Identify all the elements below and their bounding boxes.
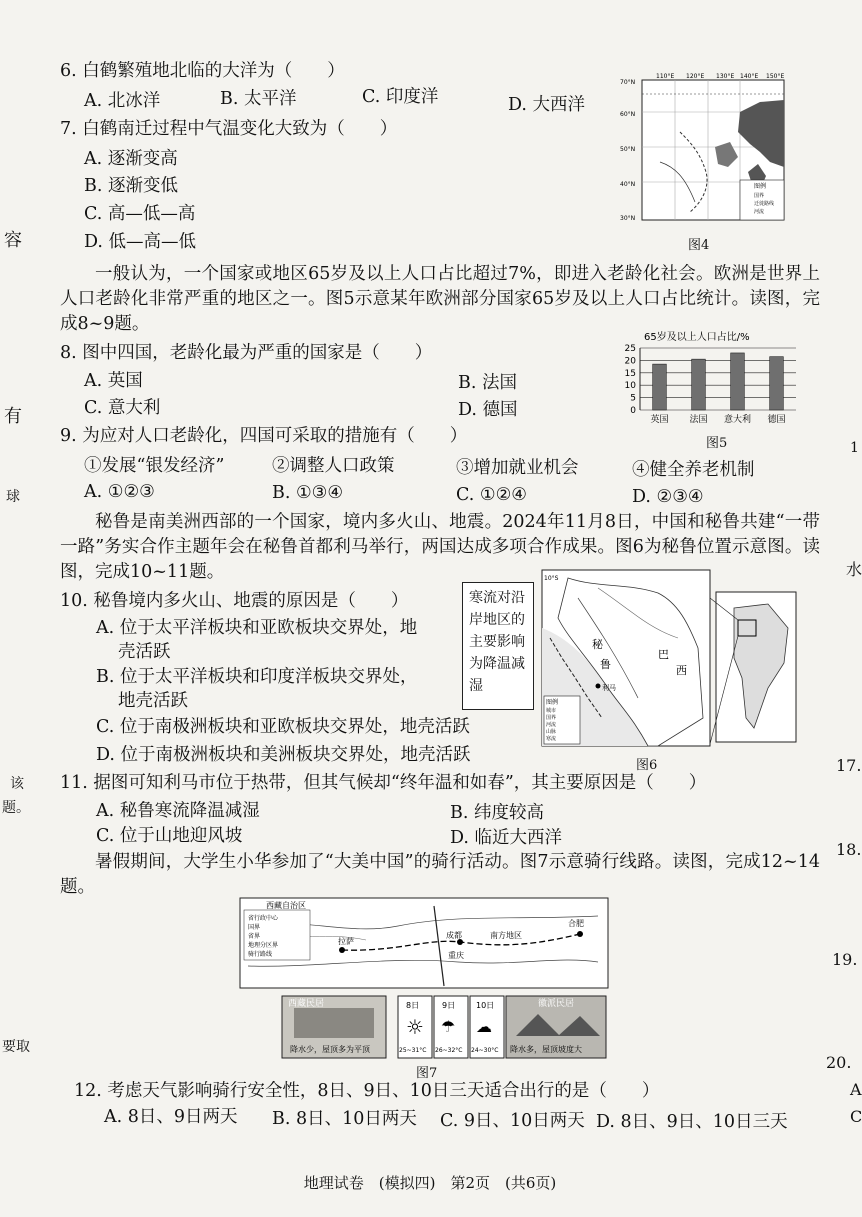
fig4-lat-label: 70°N (620, 79, 636, 86)
fig6-legend-item: 城市 (546, 708, 557, 714)
fig7-panel-left-note: 降水少，屋顶多为平顶 (290, 1045, 370, 1054)
fig7-temp: 24~30°C (471, 1047, 499, 1054)
chart-y-tick-label: 15 (624, 368, 636, 379)
q10-option-b-cont[interactable]: 地壳活跃 (118, 691, 188, 711)
figure-4-caption: 图4 (688, 238, 710, 253)
q9-item-3: ③增加就业机会 (456, 458, 579, 478)
q9-item-2: ②调整人口政策 (272, 456, 395, 476)
chart-y-tick-label: 5 (630, 393, 636, 404)
q6-option-a[interactable]: A. 北冰洋 (84, 91, 161, 111)
fig7-temp: 25~31°C (399, 1047, 427, 1054)
margin-fragment: 球 (6, 489, 20, 505)
q7-option-d[interactable]: D. 低—高—低 (84, 232, 197, 252)
chart-y-tick-label: 20 (624, 356, 636, 367)
fig4-lon-label: 120°E (686, 73, 705, 80)
figure-5-chart (616, 330, 806, 430)
question-11-stem: 11. 据图可知利马市位于热带，但其气候却“终年温和如春”，其主要原因是（ ） (60, 773, 707, 793)
fig4-lat-label: 30°N (620, 215, 636, 222)
page-footer: 地理试卷 (模拟四) 第2页 (共6页) (303, 1174, 557, 1192)
fig7-city: 合肥 (568, 919, 584, 928)
margin-fragment: 1 (850, 440, 859, 456)
q7-option-a[interactable]: A. 逐渐变高 (84, 149, 178, 169)
fig6-legend-title: 图例 (546, 699, 559, 706)
fig6-label: 秘 (592, 638, 603, 651)
fig7-panel-right-note: 降水多，屋顶坡度大 (510, 1045, 582, 1054)
chart-y-tick-label: 10 (624, 381, 636, 392)
fig6-legend-item: 国界 (546, 715, 557, 721)
margin-fragment: 17. (836, 756, 862, 775)
margin-fragment: 题。 (2, 800, 30, 816)
q10-option-a[interactable]: A. 位于太平洋板块和亚欧板块交界处，地 (96, 618, 418, 638)
fig7-legend-item: 省界 (248, 933, 261, 940)
fig7-day: 8日 (406, 1001, 420, 1010)
callout-line: 为降温减 (469, 656, 525, 672)
margin-fragment: 20. (826, 1053, 852, 1072)
fig7-temp: 26~32°C (435, 1047, 463, 1054)
question-9-stem: 9. 为应对人口老龄化，四国可采取的措施有（ ） (60, 426, 468, 446)
fig7-region-label: 西藏自治区 (266, 901, 306, 910)
q12-option-d[interactable]: D. 8日、9日、10日三天 (596, 1112, 788, 1132)
fig7-legend-item: 骑行路线 (248, 951, 273, 958)
figure-7-map (238, 896, 610, 1060)
q12-option-a[interactable]: A. 8日、9日两天 (104, 1107, 238, 1127)
figure-7-caption: 图7 (416, 1066, 438, 1081)
chart-bar (653, 364, 667, 410)
q11-option-d[interactable]: D. 临近大西洋 (450, 828, 563, 848)
chart-x-tick-label: 德国 (767, 415, 786, 425)
q10-option-b[interactable]: B. 位于太平洋板块和印度洋板块交界处， (96, 667, 418, 687)
chart-x-tick-label: 英国 (650, 415, 669, 425)
q10-option-c[interactable]: C. 位于南极洲板块和亚欧板块交界处，地壳活跃 (96, 717, 470, 737)
margin-fragment: C (850, 1107, 862, 1126)
fig4-legend-item: 迁徙路线 (754, 201, 775, 207)
margin-fragment: 水 (846, 560, 862, 579)
fig6-label: 西 (676, 664, 687, 677)
callout-line: 湿 (469, 678, 483, 694)
fig7-weather-panel (398, 996, 504, 1058)
figure-5-caption: 图5 (706, 436, 728, 451)
fig4-lon-label: 130°E (716, 73, 735, 80)
intro-questions-12-14: 暑假期间，大学生小华参加了“大美中国”的骑行活动。图7示意骑行线路。读图，完成12~14题。 (60, 852, 820, 897)
fig4-lon-label: 140°E (740, 73, 759, 80)
q10-option-a-cont[interactable]: 壳活跃 (118, 642, 171, 662)
fig4-lon-label: 110°E (656, 73, 675, 80)
fig4-lat-label: 60°N (620, 111, 636, 118)
q11-option-c[interactable]: C. 位于山地迎风坡 (96, 826, 243, 846)
q9-option-d[interactable]: D. ②③④ (632, 487, 704, 507)
chart-bar (770, 357, 784, 410)
figure-6-caption: 图6 (636, 758, 658, 773)
fig7-legend-item: 地理分区界 (248, 942, 279, 949)
figure-6-callout (462, 582, 534, 710)
fig7-panel-right-title: 徽派民居 (538, 999, 575, 1009)
margin-fragment: 有 (4, 406, 22, 427)
callout-line: 岸地区的 (469, 612, 525, 628)
q10-option-d[interactable]: D. 位于南极洲板块和美洲板块交界处，地壳活跃 (96, 745, 471, 765)
fig6-legend-item: 山脉 (546, 729, 557, 735)
intro-questions-8-9: 一般认为，一个国家或地区65岁及以上人口占比超过7%，即进入老龄化社会。欧洲是世界上人口老龄化非常严重的地区之一。图5示意某年欧洲部分国家65岁及以上人口占比统计。读图，完成8~9题。 (60, 264, 820, 334)
fig7-city: 成都 (446, 931, 462, 940)
fig4-legend-item: 国界 (754, 193, 765, 199)
question-10-stem: 10. 秘鲁境内多火山、地震的原因是（ ） (60, 591, 409, 611)
chart-y-tick-label: 0 (630, 406, 636, 416)
q9-option-b[interactable]: B. ①③④ (272, 483, 344, 503)
q7-option-c[interactable]: C. 高—低—高 (84, 204, 196, 224)
question-6-stem: 6. 白鹤繁殖地北临的大洋为（ ） (60, 61, 345, 81)
q7-option-b[interactable]: B. 逐渐变低 (84, 176, 178, 196)
callout-line: 主要影响 (469, 634, 525, 650)
fig7-legend-item: 省行政中心 (248, 915, 279, 922)
fig7-city: 南方地区 (490, 931, 522, 940)
q6-option-d[interactable]: D. 大西洋 (508, 95, 586, 115)
question-7-stem: 7. 白鹤南迁过程中气温变化大致为（ ） (60, 119, 398, 139)
sun-icon: ☼ (406, 1015, 424, 1039)
fig4-legend-item: 河流 (754, 209, 765, 215)
chart-x-tick-label: 法国 (689, 415, 708, 425)
fig6-legend-item: 河流 (546, 722, 557, 728)
intro-questions-10-11: 秘鲁是南美洲西部的一个国家，境内多火山、地震。2024年11月8日，中国和秘鲁共建“一带一路”务实合作主题年会在秘鲁首都利马举行，两国达成多项合作成果。图6为秘鲁位置示意图。读图，完成10~11题。 (60, 512, 820, 582)
fig4-legend-title: 图例 (754, 183, 767, 190)
fig7-city: 拉萨 (338, 937, 354, 946)
fig4-lon-label: 150°E (766, 73, 785, 80)
chart-title: 65岁及以上人口占比/% (644, 332, 750, 343)
figure-4-map (620, 72, 788, 232)
q11-option-a[interactable]: A. 秘鲁寒流降温减湿 (96, 801, 260, 821)
margin-fragment: 容 (4, 230, 22, 251)
q12-option-c[interactable]: C. 9日、10日两天 (440, 1111, 585, 1131)
margin-fragment: 要取 (2, 1039, 30, 1055)
q6-option-b[interactable]: B. 太平洋 (220, 89, 297, 109)
margin-fragment: 19. (832, 950, 858, 969)
fig6-label: 利马 (602, 684, 616, 692)
q6-option-c[interactable]: C. 印度洋 (362, 87, 439, 107)
rain-icon: ☂ (441, 1017, 456, 1036)
fig7-day: 10日 (476, 1001, 495, 1010)
q8-option-a[interactable]: A. 英国 (84, 371, 143, 391)
margin-fragment: A (850, 1080, 862, 1099)
margin-fragment: 该 (10, 776, 24, 792)
q9-item-1: ①发展“银发经济” (84, 456, 225, 476)
fig7-panel-left-title: 西藏民居 (288, 999, 325, 1009)
chart-x-tick-label: 意大利 (723, 415, 752, 425)
question-12-stem: 12. 考虑天气影响骑行安全性，8日、9日、10日三天适合出行的是（ ） (74, 1081, 660, 1101)
q9-option-c[interactable]: C. ①②④ (456, 485, 527, 505)
callout-line: 寒流对沿 (469, 590, 525, 606)
q8-option-d[interactable]: D. 德国 (458, 400, 518, 420)
fig7-city: 重庆 (448, 951, 464, 960)
q9-item-4: ④健全养老机制 (632, 460, 755, 480)
q9-option-a[interactable]: A. ①②③ (84, 482, 155, 502)
chart-bar (731, 353, 745, 410)
chart-y-tick-label: 25 (624, 344, 636, 354)
fig6-label: 鲁 (600, 658, 611, 671)
cloud-rain-icon: ☁ (476, 1017, 492, 1036)
figure-6-map (538, 568, 800, 750)
fig6-legend-item: 寒流 (546, 736, 557, 742)
fig4-lat-label: 50°N (620, 146, 636, 153)
question-8-stem: 8. 图中四国，老龄化最为严重的国家是（ ） (60, 343, 433, 363)
q12-option-b[interactable]: B. 8日、10日两天 (272, 1109, 417, 1129)
q8-option-b[interactable]: B. 法国 (458, 373, 517, 393)
chart-bar (692, 359, 706, 410)
q11-option-b[interactable]: B. 纬度较高 (450, 803, 544, 823)
fig4-lat-label: 40°N (620, 181, 636, 188)
fig6-lat-label: 10°S (544, 575, 559, 582)
q8-option-c[interactable]: C. 意大利 (84, 398, 161, 418)
fig6-label: 巴 (658, 648, 669, 661)
fig7-day: 9日 (442, 1001, 456, 1010)
fig7-legend-item: 国界 (248, 924, 261, 931)
margin-fragment: 18. (836, 840, 862, 859)
